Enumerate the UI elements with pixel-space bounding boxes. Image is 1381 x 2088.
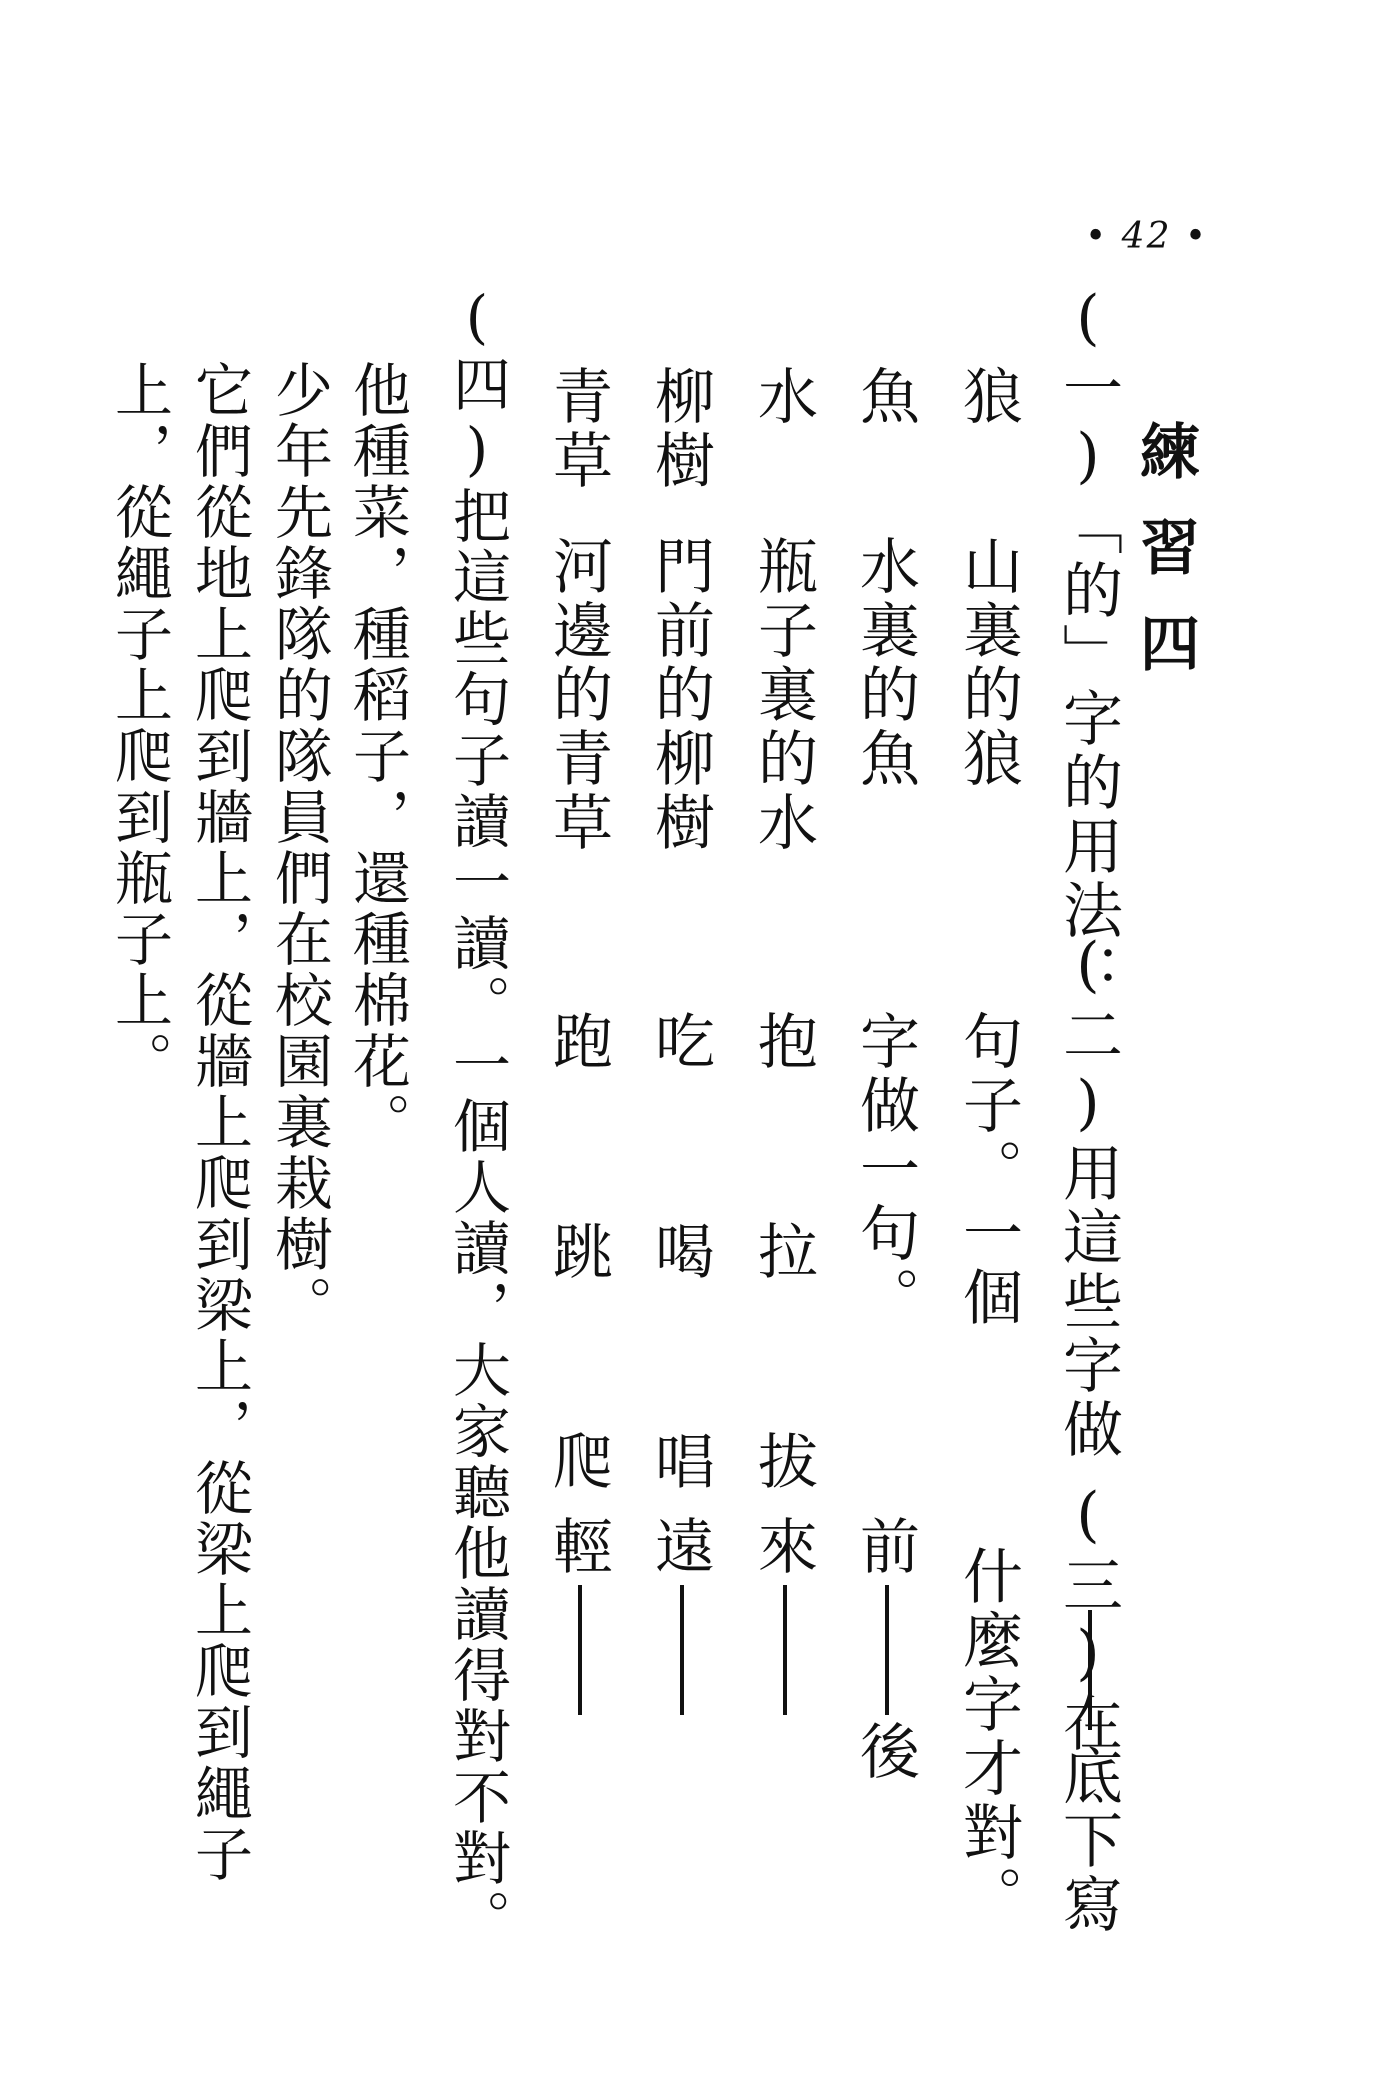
ex1-word-5: 青草 bbox=[543, 365, 613, 493]
ex4-line-2: 他種菜，種稻子，還種棉花。 bbox=[343, 360, 411, 1153]
ex3-line-2: 什麼字才對。 bbox=[953, 1545, 1023, 1929]
ex1-word-4: 柳樹 bbox=[645, 365, 715, 493]
ex2-heading: (二)用這些字做 bbox=[1053, 930, 1123, 1462]
ex3-pair-1-right: 後 bbox=[850, 1720, 920, 1784]
ex3-heading-start: (三)在 bbox=[1053, 1480, 1123, 1756]
page-number: • 42 • bbox=[1085, 216, 1209, 257]
ex3-pair-1-line bbox=[885, 1585, 889, 1715]
ex1-word-3: 水 bbox=[748, 365, 818, 429]
ex4-line-3: 少年先鋒隊的隊員們在校園裏栽樹。 bbox=[265, 360, 333, 1336]
ex1-phrase-2: 水裏的魚 bbox=[850, 535, 920, 791]
ex1-word-1: 狼 bbox=[953, 365, 1023, 429]
ex2-words-2: 吃 喝 唱 bbox=[645, 1010, 715, 1530]
ex3-pair-4-line bbox=[578, 1585, 582, 1715]
ex4-line-1: (四)把這些句子讀一讀。一個人讀，大家聽他讀得對不對。 bbox=[443, 283, 511, 1950]
ex3-pair-1-left: 前 bbox=[850, 1515, 920, 1579]
ex2-line-2: 句子。一個 bbox=[953, 1010, 1023, 1330]
ex2-words-1: 抱 拉 拔 bbox=[748, 1010, 818, 1530]
ex3-blank-line bbox=[1088, 1610, 1092, 1730]
ex2-line-3: 字做一句。 bbox=[850, 1010, 920, 1330]
ex1-phrase-3: 瓶子裏的水 bbox=[748, 535, 818, 855]
exercise-title: 練習四 bbox=[1130, 420, 1200, 708]
ex4-line-4: 它們從地上爬到牆上，從牆上爬到梁上，從梁上爬到繩子 bbox=[185, 360, 253, 1885]
ex1-phrase-1: 山裏的狼 bbox=[953, 535, 1023, 791]
ex3-pair-3-line bbox=[680, 1585, 684, 1715]
ex1-phrase-5: 河邊的青草 bbox=[543, 535, 613, 855]
ex3-pair-2-left: 來 bbox=[748, 1515, 818, 1579]
ex2-words-3: 跑 跳 爬 bbox=[543, 1010, 613, 1530]
ex3-pair-2-line bbox=[783, 1585, 787, 1715]
ex3-heading-end: 底下寫 bbox=[1053, 1745, 1123, 1937]
ex1-word-2: 魚 bbox=[850, 365, 920, 429]
ex3-pair-4-left: 輕 bbox=[543, 1515, 613, 1579]
ex1-heading: (一)「的」字的用法： bbox=[1053, 283, 1123, 1007]
ex3-pair-3-left: 遠 bbox=[645, 1515, 715, 1579]
ex1-phrase-4: 門前的柳樹 bbox=[645, 535, 715, 855]
ex4-line-5: 上，從繩子上爬到瓶子上。 bbox=[105, 360, 173, 1092]
